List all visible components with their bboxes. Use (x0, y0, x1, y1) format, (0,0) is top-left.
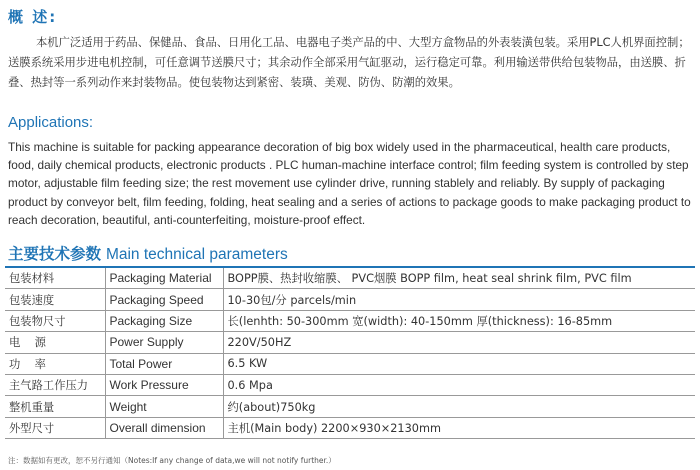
param-name-en: Work Pressure (105, 374, 223, 395)
table-row (5, 332, 695, 353)
table-row (5, 289, 695, 310)
param-value: 主机(Main body) 2200×930×2130mm (223, 417, 695, 438)
param-value: 0.6 Mpa (223, 374, 695, 395)
footnote: 注：数据如有更改，恕不另行通知（Notes:If any change of data,we will not notify further.） (8, 456, 336, 465)
param-name-en: Overall dimension (105, 417, 223, 438)
applications-text: This machine is suitable for packing appearance decoration of big box widely used in the pharmaceutical, health care products, food, daily chemical products, electronic products . PLC human-machine interface control; film feeding system is controlled by step motor, adjustable film feeding size; the rest movement use cylinder drive, running stablely and reliably. By supply of packaging product by conveyor belt, film feeding, folding, heat sealing and a series of actions to package goods to make packaging product to reach decoration, beautiful, anti-counterfeiting, moisture-proof effect. (8, 140, 691, 227)
overview-heading: 概 述: (8, 8, 58, 26)
param-name-en: Weight (105, 396, 223, 417)
param-value: BOPP膜、热封收缩膜、 PVC烟膜 BOPP film, heat seal shrink film, PVC film (223, 267, 695, 289)
parameters-heading-cn: 主要技术参数 (8, 245, 102, 263)
table-row (5, 267, 695, 289)
param-name-en: Packaging Speed (105, 289, 223, 310)
overview-text: 本机广泛适用于药品、保健品、食品、日用化工品、电器电子类产品的中、大型方盒物品的外表装潢包装。采用PLC人机界面控制；送膜系统采用步进电机控制，可任意调节送膜尺寸；其余动作全部采用气缸驱动，运行稳定可靠。利用输送带供给包装物品，由送膜、折叠、热封等一系列动作来封装物品。使包装物达到紧密、装璜、美观、防伪、防潮的效果。 (8, 36, 690, 89)
param-name-en: Total Power (105, 353, 223, 374)
table-row (5, 310, 695, 331)
table-row (5, 417, 695, 438)
param-name-cn: 包装材料 (5, 267, 105, 289)
param-name-cn: 电 源 (5, 332, 105, 353)
param-name-en: Packaging Material (105, 267, 223, 289)
param-value: 约(about)750kg (223, 396, 695, 417)
param-value: 10-30包/分 parcels/min (223, 289, 695, 310)
table-row (5, 396, 695, 417)
parameters-heading (8, 242, 288, 264)
param-name-cn: 包装速度 (5, 289, 105, 310)
param-name-en: Power Supply (105, 332, 223, 353)
parameters-table (5, 266, 695, 439)
param-value: 6.5 KW (223, 353, 695, 374)
applications-heading: Applications: (8, 114, 94, 131)
table-row (5, 353, 695, 374)
param-name-cn: 整机重量 (5, 396, 105, 417)
param-name-cn: 功 率 (5, 353, 105, 374)
param-name-cn: 外型尺寸 (5, 417, 105, 438)
param-name-en: Packaging Size (105, 310, 223, 331)
param-name-cn: 包装物尺寸 (5, 310, 105, 331)
param-name-cn: 主气路工作压力 (5, 374, 105, 395)
param-value: 220V/50HZ (223, 332, 695, 353)
param-value: 长(lenhth: 50-300mm 宽(width): 40-150mm 厚(thickness): 16-85mm (223, 310, 695, 331)
table-row (5, 374, 695, 395)
parameters-heading-en: Main technical parameters (105, 246, 288, 263)
